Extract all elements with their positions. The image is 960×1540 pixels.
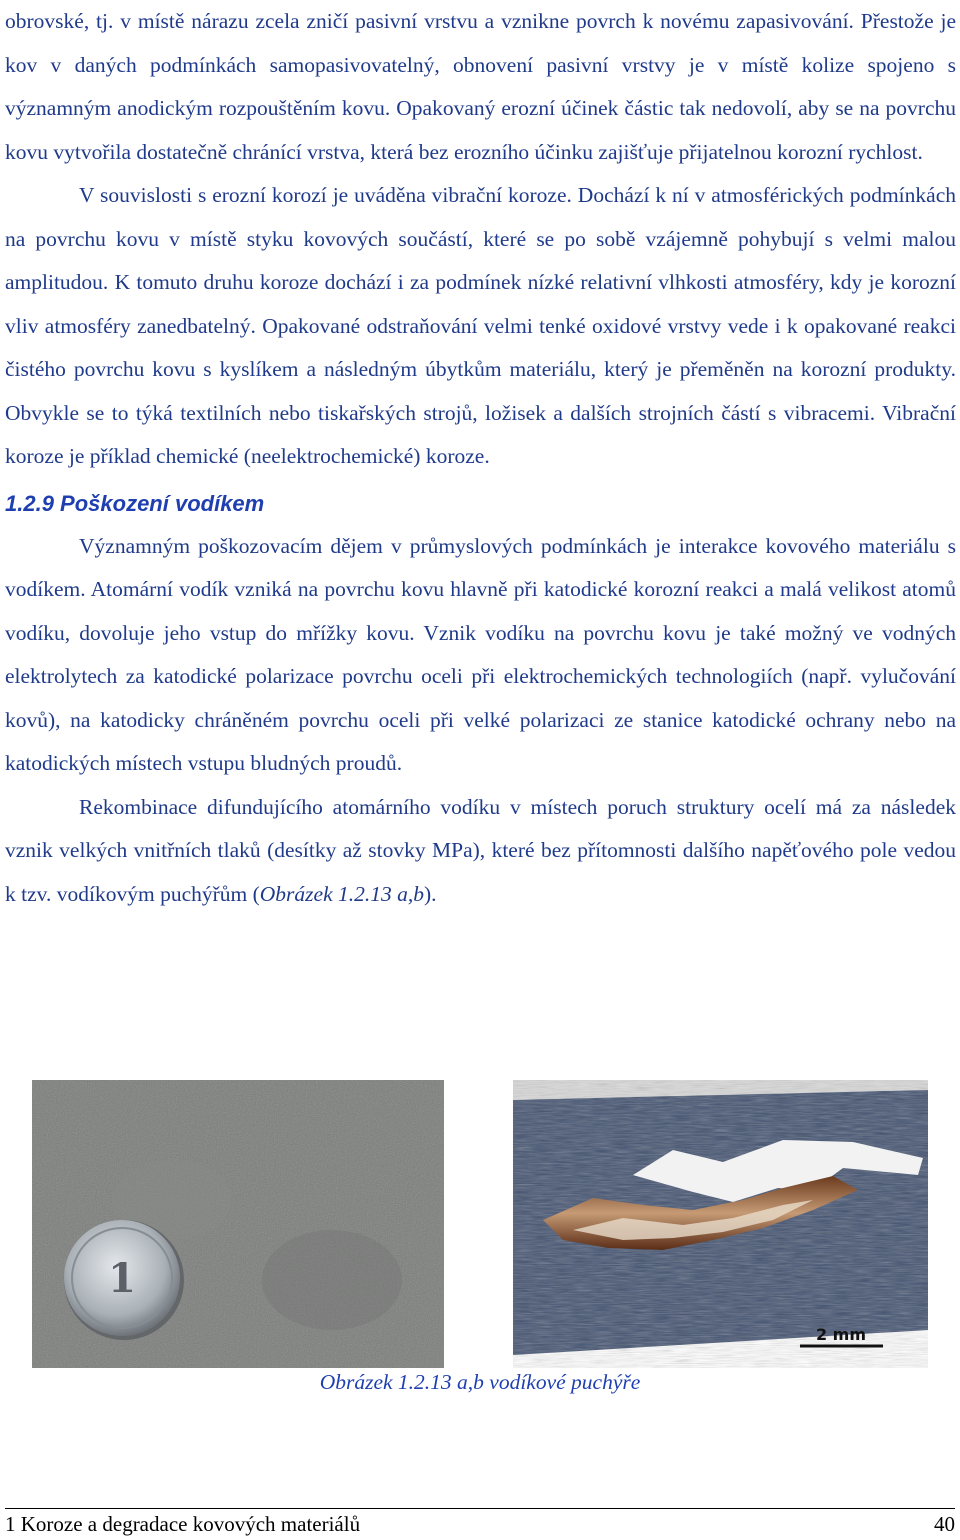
- figure-caption: Obrázek 1.2.13 a,b vodíkové puchýře: [319, 1370, 641, 1394]
- paragraph-vibration-corrosion: V souvislosti s erozní korozí je uváděna vibrační koroze. Dochází k ní v atmosférických podmínkách na povrchu kovu v místě styku kovových součástí, které se po sobě vzájemně pohybují s velmi malou amplitudou. K tomuto druhu koroze dochází i za podmínek nízké relativní vlhkosti atmosféry, kdy je korozní vliv atmosféry zanedbatelný. Opakované odstraňování velmi tenké oxidové vrstvy vede i k opakované reakci čistého povrchu kovu s kyslíkem a následným úbytkům materiálu, který je přeměněn na korozní produkty. Obvykle se to týká textilních nebo tiskařských strojů, ložisek a dalších strojních částí s vibracemi. Vibrační koroze je příklad chemické (neelektrochemické) koroze.: [5, 183, 956, 468]
- paragraph-recombination-text: Rekombinace difundujícího atomárního vodíku v místech poruch struktury ocelí má za následek vznik velkých vnitřních tlaků (desítky až stovky MPa), které bez přítomnosti dalšího napěťového pole vedou k tzv. vodíkovým puchýřům (: [5, 794, 956, 906]
- coin-numeral: 1: [108, 1255, 136, 1302]
- footer-divider: [5, 1508, 955, 1509]
- footer-chapter: 1 Koroze a degradace kovových materiálů: [5, 1512, 361, 1536]
- figure-b-photo: [513, 1080, 928, 1368]
- paragraph-recombination: [5, 786, 956, 917]
- section-heading: 1.2.9 Poškození vodíkem: [5, 490, 265, 516]
- figure-a-photo: [32, 1080, 444, 1368]
- figure-row: [0, 1080, 960, 1370]
- figure-reference: Obrázek 1.2.13 a,b: [259, 881, 425, 906]
- scale-label: 2 mm: [815, 1325, 867, 1344]
- page-footer: [5, 1512, 955, 1537]
- footer-page-number: 40: [934, 1512, 955, 1536]
- paragraph-erosion: obrovské, tj. v místě nárazu zcela zničí pasivní vrstvu a vznikne povrch k novému zapasivování. Přestože je kov v daných podmínkách samopasivovatelný, obnovení pasivní vrstvy je v místě kolize spojeno s významným anodickým rozpouštěním kovu. Opakovaný erozní účinek částic tak nedovolí, aby se na povrchu kovu vytvořila dostatečně chránící vrstva, která bez erozního účinku zajišťuje přijatelnou korozní rychlost.: [5, 9, 956, 164]
- document-page: [5, 0, 956, 916]
- paragraph-hydrogen: Významným poškozovacím dějem v průmyslových podmínkách je interakce kovového materiálu s vodíkem. Atomární vodík vzniká na povrchu kovu hlavně při katodické korozní reakci a malá velikost atomů vodíku, dovoluje jeho vstup do mřížky kovu. Vznik vodíku na povrchu kovu je také možný ve vodných elektrolytech za katodické polarizace povrchu oceli při elektrochemických technologiích (např. vylučování kovů), na katodicky chráněném povrchu oceli při velké polarizaci ze stanice katodické ochrany nebo na katodických místech vstupu bludných proudů.: [5, 533, 956, 775]
- paragraph-recombination-end: ).: [424, 881, 437, 906]
